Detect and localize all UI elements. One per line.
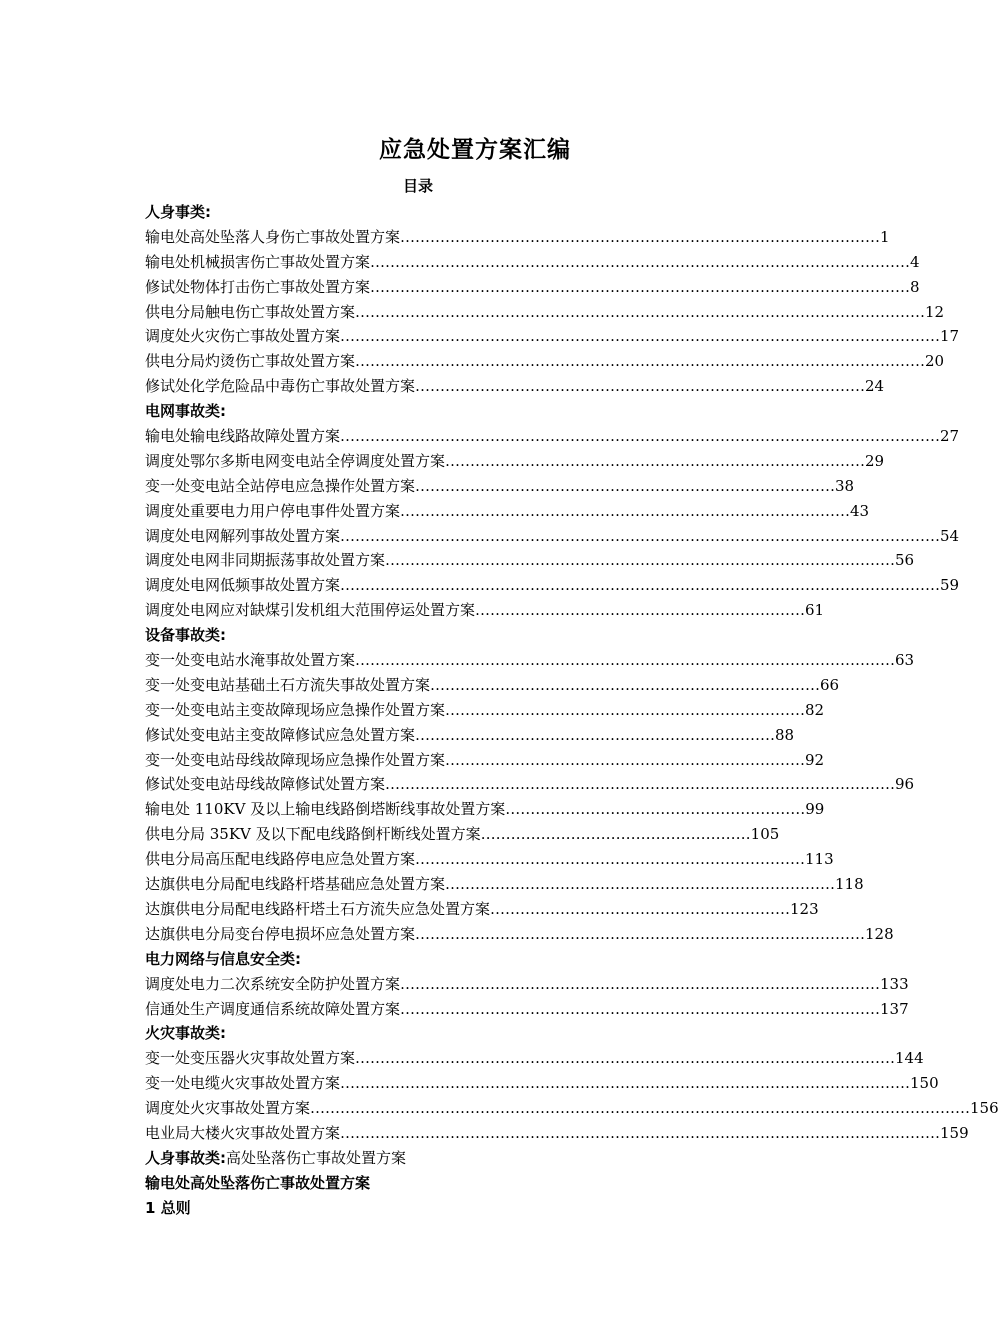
toc-leader-dots: ……………………………………………………………………………………………………	[355, 352, 926, 371]
toc-entry-title: 修试处变电站主变故障修试应急处置方案	[145, 725, 416, 744]
document-title: 应急处置方案汇编	[379, 137, 571, 163]
toc-label: 目录	[402, 177, 433, 195]
toc-entry-page: 29	[865, 451, 885, 470]
toc-entry-title: 达旗供电分局配电线路杆塔基础应急处置方案	[145, 875, 446, 894]
toc-entry-page: 133	[880, 974, 909, 993]
plan-title: 输电处高处坠落伤亡事故处置方案	[145, 1173, 371, 1192]
toc-leader-dots: ……………………………………………………………………………………	[400, 999, 881, 1018]
toc-entry-title: 调度处电网低频事故处置方案	[145, 576, 341, 595]
toc-entry-title: 输电处高处坠落人身伤亡事故处置方案	[145, 227, 401, 246]
toc-entry-title: 调度处火灾伤亡事故处置方案	[145, 327, 341, 346]
toc-entry-title: 信通处生产调度通信系统故障处置方案	[145, 999, 401, 1018]
toc-entry-title: 变一处变压器火灾事故处置方案	[145, 1049, 356, 1068]
table-of-contents	[145, 200, 999, 1221]
toc-entry-title: 修试处化学危险品中毒伤亡事故处置方案	[145, 377, 416, 396]
toc-entry-title: 调度处重要电力用户停电事件处置方案	[145, 501, 401, 520]
toc-entry[interactable]	[145, 797, 835, 822]
toc-leader-dots: ……………………………………………………………………	[445, 875, 836, 894]
toc-entry[interactable]	[145, 374, 885, 399]
toc-entry[interactable]	[145, 872, 864, 897]
toc-entry-page: 113	[805, 850, 834, 869]
toc-entry[interactable]	[145, 997, 909, 1022]
toc-entry-page: 96	[895, 775, 915, 794]
category-line	[145, 1146, 835, 1171]
toc-leader-dots: ………………………………………………………………………………………………	[355, 651, 896, 670]
toc-entry[interactable]	[145, 349, 945, 374]
toc-leader-dots: ……………………………………………………………………………………	[400, 227, 881, 246]
toc-entry[interactable]	[145, 1071, 939, 1096]
toc-entry-page: 43	[850, 501, 870, 520]
toc-section-heading: 设备事故类:	[145, 626, 226, 645]
toc-entry[interactable]	[145, 723, 835, 748]
toc-entry-title: 变一处变电站主变故障现场应急操作处置方案	[145, 700, 446, 719]
toc-leader-dots: ……………………………………………………………………………………	[400, 974, 881, 993]
toc-entry-page: 38	[835, 476, 855, 495]
toc-entry-page: 8	[910, 277, 920, 296]
toc-entry[interactable]	[145, 822, 835, 847]
toc-entry-page: 82	[805, 700, 825, 719]
toc-entry-title: 调度处电力二次系统安全防护处置方案	[145, 974, 401, 993]
toc-leader-dots: ………………………………………………………………	[445, 700, 806, 719]
toc-leader-dots: …………………………………………………………………………………………………………	[340, 1123, 941, 1142]
toc-leader-dots: ………………………………………………………………………………………………	[370, 252, 911, 271]
toc-entry-title: 变一处变电站全站停电应急操作处置方案	[145, 476, 416, 495]
toc-entry-page: 118	[835, 875, 864, 894]
toc-leader-dots: …………………………………………………………………………	[445, 451, 866, 470]
toc-leader-dots: ………………………………………………………………………………………………	[370, 277, 911, 296]
toc-entry-title: 修试处变电站母线故障修试处置方案	[145, 775, 386, 794]
toc-entry-page: 137	[880, 999, 909, 1018]
toc-entry-page: 99	[805, 800, 825, 819]
toc-entry[interactable]	[145, 225, 890, 250]
toc-entry-page: 144	[895, 1049, 924, 1068]
toc-entry-title: 供电分局灼烫伤亡事故处置方案	[145, 352, 356, 371]
toc-entry[interactable]	[145, 524, 960, 549]
toc-leader-dots: …………………………………………………………	[475, 601, 806, 620]
toc-entry-page: 66	[820, 675, 840, 694]
toc-entry-page: 63	[895, 651, 915, 670]
toc-entry-title: 供电分局 35KV 及以下配电线路倒杆断线处置方案	[145, 825, 481, 844]
toc-entry-page: 12	[925, 302, 945, 321]
toc-entry[interactable]	[145, 275, 920, 300]
toc-leader-dots: …………………………………………………………………………………………	[385, 775, 896, 794]
toc-entry[interactable]	[145, 922, 894, 947]
toc-entry[interactable]	[145, 1121, 969, 1146]
toc-entry-title: 调度处电网解列事故处置方案	[145, 526, 341, 545]
toc-leader-dots: ……………………………………………………………………………………………………	[340, 1074, 911, 1093]
toc-entry-title: 达旗供电分局配电线路杆塔土石方流失应急处置方案	[145, 899, 491, 918]
toc-entry-title: 变一处变电站母线故障现场应急操作处置方案	[145, 750, 446, 769]
toc-entry-title: 供电分局触电伤亡事故处置方案	[145, 302, 356, 321]
toc-entry-title: 达旗供电分局变台停电损坏应急处置方案	[145, 924, 416, 943]
toc-leader-dots: …………………………………………………………………………	[415, 476, 836, 495]
toc-entry[interactable]	[145, 748, 835, 773]
toc-entry[interactable]	[145, 250, 920, 275]
toc-entry-title: 调度处火灾事故处置方案	[145, 1099, 311, 1118]
toc-entry-title: 修试处物体打击伤亡事故处置方案	[145, 277, 371, 296]
toc-entry[interactable]	[145, 897, 835, 922]
toc-leader-dots: ………………………………………………………………………………	[415, 924, 866, 943]
toc-entry[interactable]	[145, 474, 855, 499]
toc-entry-title: 输电处 110KV 及以上输电线路倒塔断线事故处置方案	[145, 800, 506, 819]
toc-leader-dots: ……………………………………………………	[505, 800, 806, 819]
toc-entry-page: 159	[940, 1123, 969, 1142]
toc-entry[interactable]	[145, 449, 885, 474]
toc-leader-dots: …………………………………………………………………………………………………………	[340, 427, 941, 446]
toc-entry[interactable]	[145, 673, 840, 698]
toc-entry-page: 105	[750, 825, 780, 844]
toc-leader-dots: ………………………………………………………………………………………………	[355, 1049, 896, 1068]
toc-entry-title: 输电处机械损害伤亡事故处置方案	[145, 252, 371, 271]
toc-leader-dots: …………………………………………………………………………………………………………	[340, 576, 941, 595]
category-value: 高处坠落伤亡事故处置方案	[226, 1148, 407, 1167]
toc-entry[interactable]	[145, 1096, 999, 1121]
toc-entry-title: 变一处变电站基础土石方流失事故处置方案	[145, 675, 431, 694]
toc-leader-dots: ……………………………………………………………………………………………………………………	[310, 1099, 971, 1118]
toc-entry[interactable]	[145, 847, 835, 872]
toc-entry[interactable]	[145, 698, 835, 723]
toc-leader-dots: ……………………………………………………………………	[415, 850, 806, 869]
toc-entry-title: 输电处输电线路故障处置方案	[145, 427, 341, 446]
toc-leader-dots: …………………………………………………………………………………………………………	[340, 526, 941, 545]
toc-leader-dots: ………………………………………………	[480, 825, 751, 844]
toc-entry-title: 电业局大楼火灾事故处置方案	[145, 1123, 341, 1142]
toc-leader-dots: ………………………………………………………………………………	[400, 501, 851, 520]
toc-entry-page: 92	[805, 750, 825, 769]
toc-entry-page: 54	[940, 526, 960, 545]
toc-entry-page: 156	[970, 1099, 999, 1118]
toc-entry[interactable]	[145, 548, 915, 573]
toc-entry-page: 4	[910, 252, 920, 271]
toc-entry-page: 150	[910, 1074, 939, 1093]
toc-entry[interactable]	[145, 772, 915, 797]
toc-leader-dots: ……………………………………………………………………	[430, 675, 821, 694]
toc-entry-page: 24	[865, 377, 885, 396]
toc-entry-title: 调度处电网应对缺煤引发机组大范围停运处置方案	[145, 601, 476, 620]
toc-entry-title: 变一处变电站水淹事故处置方案	[145, 651, 356, 670]
toc-entry-page: 56	[895, 551, 915, 570]
toc-entry-title: 调度处鄂尔多斯电网变电站全停调度处置方案	[145, 451, 446, 470]
toc-entry[interactable]	[145, 300, 945, 325]
toc-entry-page: 123	[790, 899, 819, 918]
toc-leader-dots: ………………………………………………………………………………	[415, 377, 866, 396]
toc-section-heading: 电网事故类:	[145, 402, 226, 421]
toc-leader-dots: ……………………………………………………………………………………………………	[355, 302, 926, 321]
toc-entry-page: 128	[865, 924, 894, 943]
toc-entry[interactable]	[145, 598, 835, 623]
toc-entry[interactable]	[145, 424, 960, 449]
toc-entry-page: 59	[940, 576, 960, 595]
toc-entry-page: 1	[880, 227, 890, 246]
toc-entry-page: 88	[775, 725, 795, 744]
category-label: 人身事故类:	[145, 1148, 226, 1167]
toc-entry-page: 27	[940, 427, 960, 446]
toc-leader-dots: ………………………………………………………………	[415, 725, 776, 744]
toc-leader-dots: ……………………………………………………	[490, 899, 791, 918]
toc-entry-title: 调度处电网非同期振荡事故处置方案	[145, 551, 386, 570]
toc-leader-dots: …………………………………………………………………………………………………………	[340, 327, 941, 346]
toc-entry[interactable]	[145, 499, 870, 524]
toc-entry[interactable]	[145, 972, 909, 997]
toc-leader-dots: ………………………………………………………………	[445, 750, 806, 769]
toc-entry[interactable]	[145, 1046, 924, 1071]
toc-leader-dots: …………………………………………………………………………………………	[385, 551, 896, 570]
toc-entry[interactable]	[145, 573, 960, 598]
toc-entry-page: 61	[805, 601, 825, 620]
toc-entry-title: 变一处电缆火灾事故处置方案	[145, 1074, 341, 1093]
toc-entry-page: 20	[925, 352, 945, 371]
toc-entry[interactable]	[145, 324, 960, 349]
toc-section-heading: 人身事类:	[145, 203, 211, 221]
toc-section-heading: 电力网络与信息安全类:	[145, 949, 301, 968]
toc-entry[interactable]	[145, 648, 915, 673]
toc-entry-page: 17	[940, 327, 960, 346]
toc-section-heading: 火灾事故类:	[145, 1024, 226, 1043]
toc-entry-title: 供电分局高压配电线路停电应急处置方案	[145, 850, 416, 869]
chapter-heading: 1 总则	[145, 1198, 191, 1217]
